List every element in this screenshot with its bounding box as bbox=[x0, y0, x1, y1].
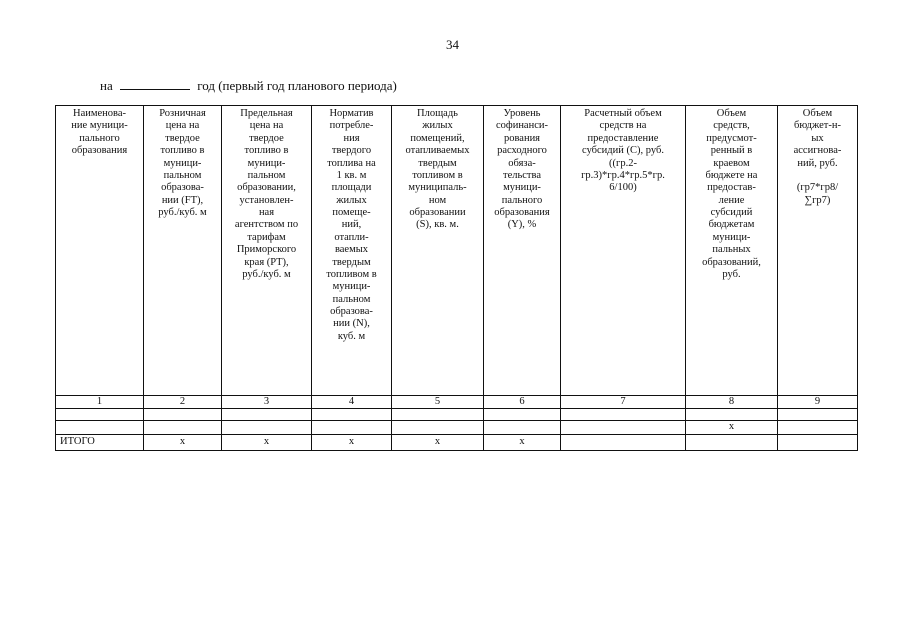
table-cell: x bbox=[686, 421, 778, 434]
table-cell bbox=[56, 409, 144, 421]
page-number: 34 bbox=[446, 37, 459, 52]
column-number: 2 bbox=[144, 396, 222, 409]
period-suffix: год (первый год планового периода) bbox=[197, 78, 397, 93]
column-number: 6 bbox=[484, 396, 561, 409]
table-cell bbox=[56, 421, 144, 434]
table-cell bbox=[686, 434, 778, 450]
year-blank-line bbox=[120, 79, 190, 90]
table-cell: x bbox=[312, 434, 392, 450]
table-cell bbox=[484, 421, 561, 434]
header-cell-2: Розничная цена на твердое топливо в муници- пальном образова- нии (FT), руб./куб. м bbox=[144, 106, 222, 396]
mark-row bbox=[56, 421, 858, 434]
header-cell-7: Расчетный объем средств на предоставление субсидий (С), руб. ((гр.2- гр.3)*гр.4*гр.5*гр. 6/100) bbox=[561, 106, 686, 396]
table-cell bbox=[561, 421, 686, 434]
subsidy-table bbox=[55, 105, 858, 451]
table-cell bbox=[312, 421, 392, 434]
header-cell-4: Норматив потребле- ния твердого топлива на 1 кв. м площади жилых помеще- ний, отапли- ваемых твердым топливом в муници- пальном образова- нии (N), куб. м bbox=[312, 106, 392, 396]
table-cell bbox=[778, 421, 858, 434]
table-cell bbox=[778, 409, 858, 421]
empty-data-row bbox=[56, 409, 858, 421]
table-cell bbox=[312, 409, 392, 421]
header-cell-6: Уровень софинанси- рования расходного обяза- тельства муници- пального образования (Y), % bbox=[484, 106, 561, 396]
column-number: 4 bbox=[312, 396, 392, 409]
column-number: 5 bbox=[392, 396, 484, 409]
table-cell: x bbox=[392, 434, 484, 450]
table-cell bbox=[392, 421, 484, 434]
table-cell bbox=[561, 434, 686, 450]
total-label: ИТОГО bbox=[56, 434, 144, 450]
column-number: 1 bbox=[56, 396, 144, 409]
period-prefix: на bbox=[100, 78, 113, 93]
header-row bbox=[56, 106, 858, 396]
table-cell: x bbox=[484, 434, 561, 450]
table-cell bbox=[561, 409, 686, 421]
column-number-row bbox=[56, 396, 858, 409]
table-cell bbox=[484, 409, 561, 421]
header-cell-8: Объем средств, предусмот- ренный в краевом бюджете на предостав- ление субсидий бюджетам муници- пальных образований, руб. bbox=[686, 106, 778, 396]
table-cell: x bbox=[222, 434, 312, 450]
table-cell bbox=[392, 409, 484, 421]
column-number: 3 bbox=[222, 396, 312, 409]
table-cell bbox=[222, 421, 312, 434]
header-cell-9: Объем бюджет-н- ых ассигнова- ний, руб. (гр7*гр8/ ∑гр7) bbox=[778, 106, 858, 396]
header-cell-5: Площадь жилых помещений, отапливаемых твердым топливом в муниципаль- ном образовании (S), кв. м. bbox=[392, 106, 484, 396]
column-number: 7 bbox=[561, 396, 686, 409]
total-row bbox=[56, 434, 858, 450]
table-cell bbox=[686, 409, 778, 421]
column-number: 8 bbox=[686, 396, 778, 409]
table-cell bbox=[222, 409, 312, 421]
header-cell-1: Наименова- ние муници- пального образования bbox=[56, 106, 144, 396]
header-cell-3: Предельная цена на твердое топливо в муници- пальном образовании, установлен- ная агентством по тарифам Приморского края (PT), руб./куб. м bbox=[222, 106, 312, 396]
table-cell bbox=[778, 434, 858, 450]
table-cell bbox=[144, 421, 222, 434]
table-cell bbox=[144, 409, 222, 421]
period-line bbox=[100, 78, 397, 94]
column-number: 9 bbox=[778, 396, 858, 409]
table-cell: x bbox=[144, 434, 222, 450]
